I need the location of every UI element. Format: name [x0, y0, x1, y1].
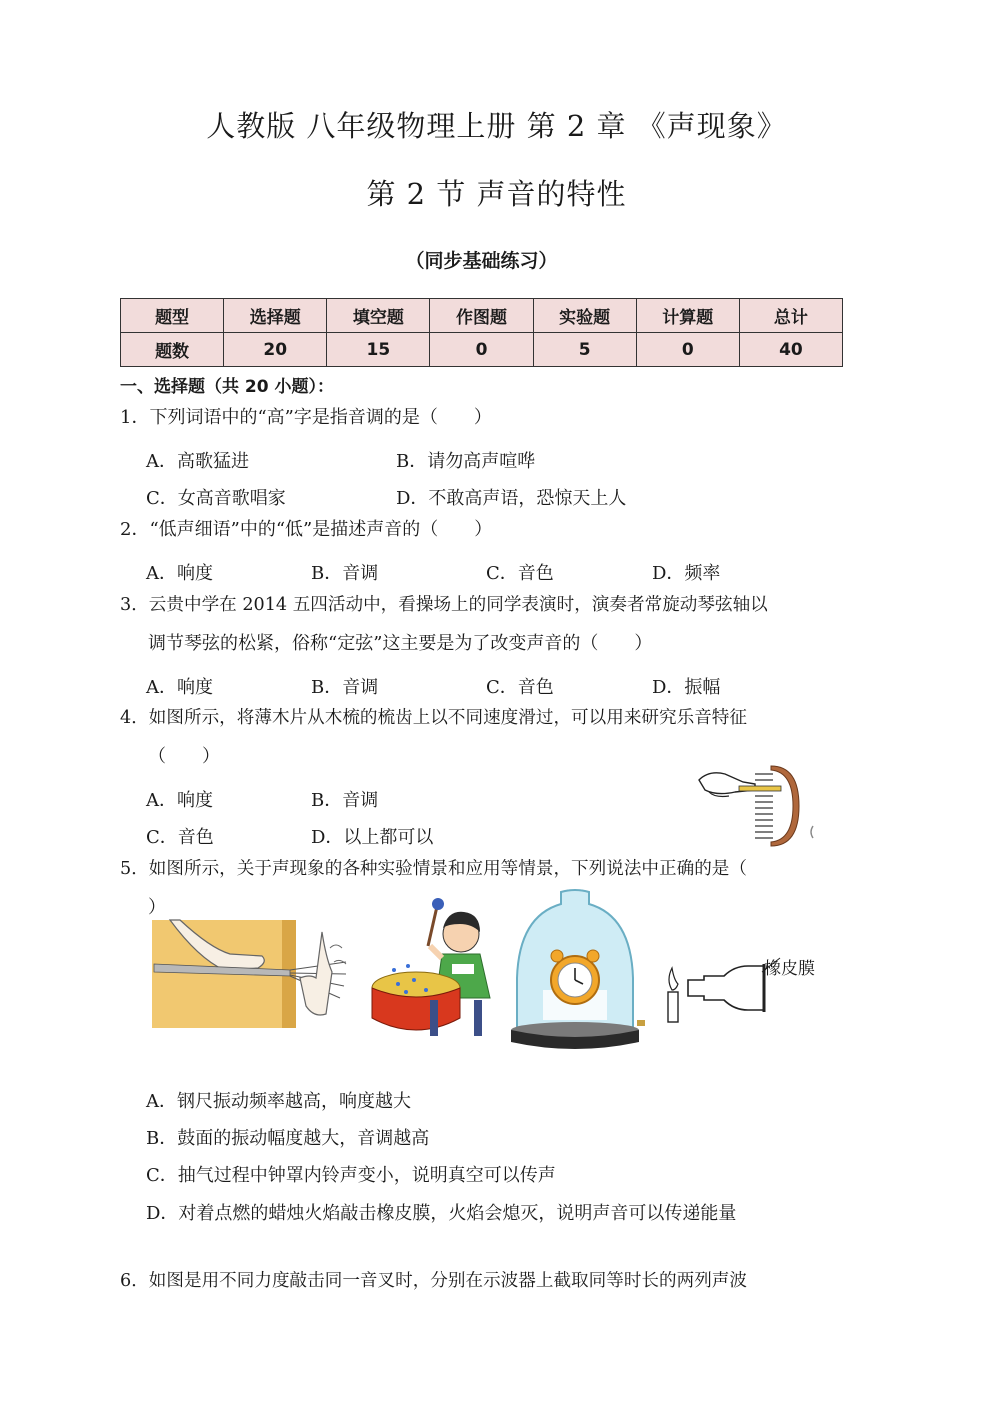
question-2-option-c: C．音色	[486, 563, 554, 584]
document-title: 人教版 八年级物理上册 第 2 章 《声现象》	[206, 109, 787, 143]
question-4-option-d: D．以上都可以	[311, 827, 434, 848]
table-cell: 选择题	[224, 299, 327, 333]
question-3-stem-line-2: 调节琴弦的松紧，俗称“定弦”这主要是为了改变声音的（ ）	[148, 633, 653, 654]
question-4-option-b: B．音调	[311, 790, 379, 811]
table-count-row	[121, 333, 843, 367]
question-3-option-d: D．振幅	[652, 677, 721, 698]
document-subtitle: （同步基础练习）	[405, 250, 558, 272]
question-5-option-d: D．对着点燃的蜡烛火焰敲击橡皮膜，火焰会熄灭，说明声音可以传递能量	[146, 1203, 737, 1224]
table-cell: 计算题	[636, 299, 739, 333]
table-cell: 5	[533, 333, 636, 367]
table-cell: 0	[636, 333, 739, 367]
question-stats-table	[120, 298, 843, 367]
table-cell: 题数	[121, 333, 224, 367]
table-cell: 20	[224, 333, 327, 367]
question-5-option-b: B．鼓面的振动幅度越大，音调越高	[146, 1128, 430, 1149]
question-5-stem-line-1: 5．如图所示，关于声现象的各种实验情景和应用等情景，下列说法中正确的是（	[120, 859, 747, 879]
table-cell: 15	[327, 333, 430, 367]
table-cell: 总计	[739, 299, 842, 333]
membrane-label: 橡皮膜	[764, 959, 815, 979]
wood-card	[739, 786, 781, 791]
question-4-option-c: C．音色	[146, 827, 214, 848]
boy-arm	[430, 946, 442, 958]
bell-jar-figure	[505, 888, 645, 1054]
table-cell: 0	[430, 333, 533, 367]
question-1-option-a: A．高歌猛进	[146, 451, 249, 472]
question-5-option-c: C．抽气过程中钟罩内铃声变小，说明真空可以传声	[146, 1165, 556, 1186]
question-3-option-b: B．音调	[311, 677, 379, 698]
comb-spine	[771, 766, 799, 846]
table-cell: 实验题	[533, 299, 636, 333]
question-2-stem: 2．“低声细语”中的“低”是描述声音的（ ）	[120, 519, 493, 540]
question-2-option-d: D．频率	[652, 563, 721, 584]
table-cell: 题型	[121, 299, 224, 333]
question-6-stem: 6．如图是用不同力度敲击同一音叉时，分别在示波器上截取同等时长的两列声波	[120, 1271, 747, 1291]
section-heading: 一、选择题（共 20 小题）：	[120, 377, 334, 397]
question-3-option-c: C．音色	[486, 677, 554, 698]
table-cell: 填空题	[327, 299, 430, 333]
question-1-option-b: B．请勿高声喧哗	[396, 451, 536, 472]
comb-figure	[695, 762, 820, 850]
section-title: 第 2 节 声音的特性	[366, 177, 627, 211]
question-4-stem-line-1: 4．如图所示，将薄木片从木梳的梳齿上以不同速度滑过，可以用来研究乐音特征	[120, 708, 747, 728]
steel-ruler-figure	[150, 918, 355, 1030]
candle	[668, 992, 678, 1022]
question-1-stem: 1．下列词语中的“高”字是指音调的是（ ）	[120, 407, 492, 428]
question-5-option-a: A．钢尺振动频率越高，响度越大	[146, 1091, 411, 1112]
question-2-option-b: B．音调	[311, 563, 379, 584]
table-cell: 作图题	[430, 299, 533, 333]
candle-flame	[669, 968, 678, 990]
question-4-option-a: A．响度	[146, 790, 213, 811]
question-4-stem-line-2: （ ）	[148, 746, 220, 767]
question-3-stem-line-1: 3．云贵中学在 2014 五四活动中，看操场上的同学表演时，演奏者常旋动琴弦轴以	[120, 595, 768, 615]
table-header-row	[121, 299, 843, 333]
air-valve	[637, 1020, 645, 1026]
name-tag	[452, 964, 474, 974]
question-5-stem-line-2: ）	[148, 897, 166, 918]
question-2-option-a: A．响度	[146, 563, 213, 584]
question-1-option-c: C．女高音歌唱家	[146, 488, 286, 509]
drumstick-head	[432, 898, 444, 910]
question-3-option-a: A．响度	[146, 677, 213, 698]
drum-boy-figure	[368, 896, 498, 1042]
table-cell: 40	[739, 333, 842, 367]
bottle	[688, 966, 764, 1010]
question-1-option-d: D．不敢高声语，恐惊天上人	[396, 488, 627, 509]
